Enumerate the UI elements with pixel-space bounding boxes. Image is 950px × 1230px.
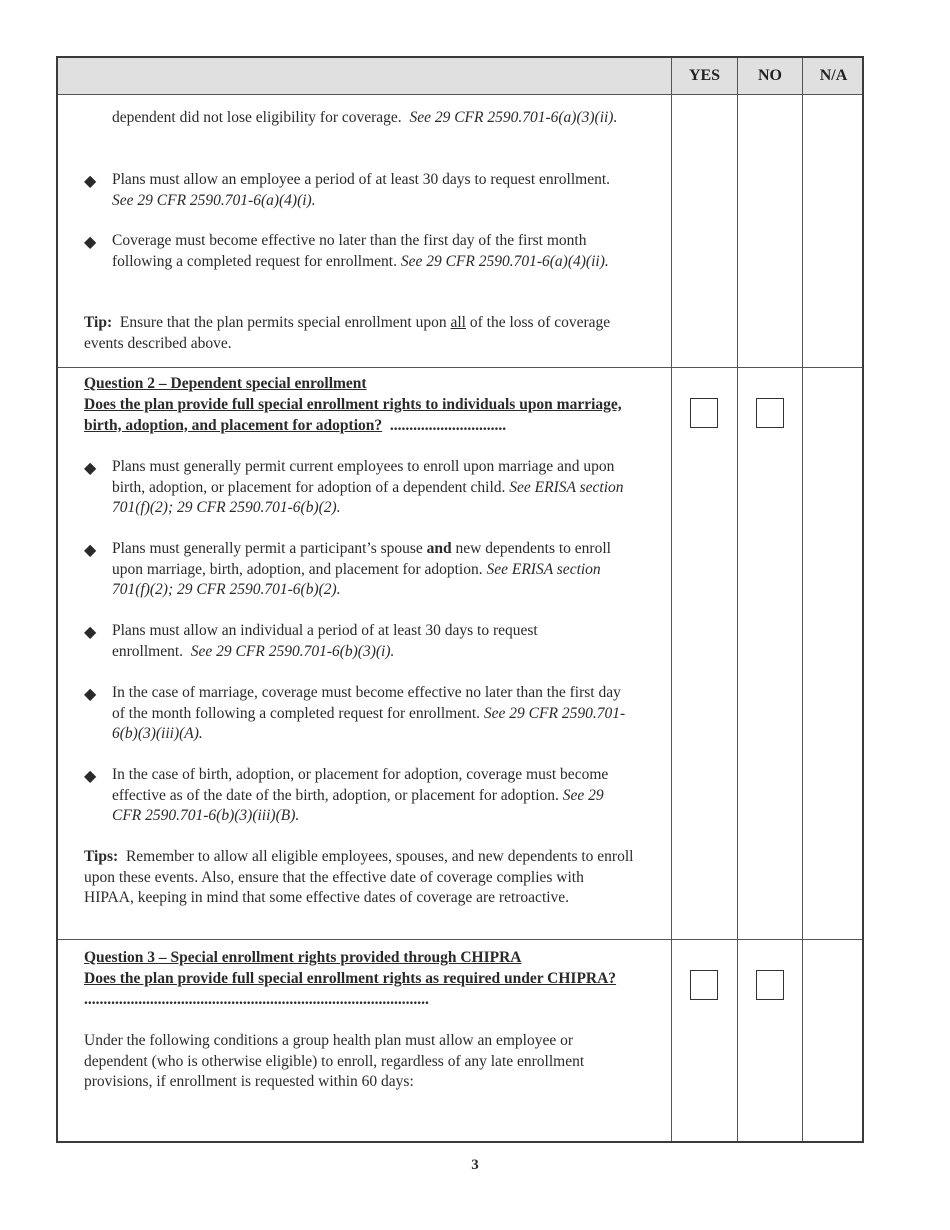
- bullet-item: In the case of birth, adoption, or placement for adoption, coverage must become effective as of the date of the birth, adoption, or placement for adoption. See 29 CFR 2590.701-6(b)(3)(iii)(B).: [112, 766, 609, 824]
- question-2-title: Question 2 – Dependent special enrollment: [84, 375, 367, 392]
- bullet-item: Plans must allow an individual a period of at least 30 days to request enrollment. See 29 CFR 2590.701-6(b)(3)(i).: [112, 622, 538, 660]
- diamond-bullet-icon: ◆: [84, 234, 97, 251]
- question-3-yes-checkbox[interactable]: [690, 970, 718, 1000]
- column-divider: [737, 58, 738, 1141]
- bullet-item: Plans must generally permit a participant’s spouse and new dependents to enroll upon marriage, birth, adoption, and placement for adoption. See ERISA section 701(f)(2); 29 CFR 2590.701-6(b)(2).: [112, 540, 611, 598]
- bullet-item: Plans must allow an employee a period of at least 30 days to request enrollment. See 29 CFR 2590.701-6(a)(4)(i).: [112, 171, 611, 209]
- question-3-no-checkbox[interactable]: [756, 970, 784, 1000]
- question-3-body: Under the following conditions a group health plan must allow an employee or dependent (who is otherwise eligible) to enroll, regardless of any late enrollment provisions, if enrollment is requested within 60 days:: [84, 1032, 585, 1090]
- column-header-yes: YES: [688, 67, 721, 84]
- diamond-bullet-icon: ◆: [84, 686, 97, 703]
- column-header-na: N/A: [819, 67, 848, 84]
- column-header-no: NO: [758, 67, 782, 84]
- tips-text: Tips: Remember to allow all eligible employees, spouses, and new dependents to enroll upon these events. Also, ensure that the effective date of coverage complies with HIPAA, keeping in mind that some effective dates of coverage are retroactive.: [84, 848, 634, 906]
- checklist-table: [56, 56, 864, 1143]
- question-2-yes-checkbox[interactable]: [690, 398, 718, 428]
- page-number: 3: [471, 1157, 479, 1173]
- row-divider: [58, 939, 862, 940]
- column-divider: [802, 58, 803, 1141]
- question-2-no-checkbox[interactable]: [756, 398, 784, 428]
- header-divider: [58, 94, 862, 95]
- diamond-bullet-icon: ◆: [84, 624, 97, 641]
- diamond-bullet-icon: ◆: [84, 768, 97, 785]
- bullet-item: In the case of marriage, coverage must become effective no later than the first day of the month following a completed request for enrollment. See 29 CFR 2590.701-6(b)(3)(iii)(A).: [112, 684, 626, 742]
- diamond-bullet-icon: ◆: [84, 542, 97, 559]
- diamond-bullet-icon: ◆: [84, 173, 97, 190]
- question-2-text: Does the plan provide full special enrollment rights to individuals upon marriage, birth, adoption, and placement for adoption? ..............................: [84, 396, 622, 434]
- tip-text: Tip: Ensure that the plan permits special enrollment upon all of the loss of coverage events described above.: [84, 314, 611, 352]
- row-divider: [58, 367, 862, 368]
- bullet-item: Coverage must become effective no later than the first day of the first month following a completed request for enrollment. See 29 CFR 2590.701-6(a)(4)(ii).: [112, 232, 609, 270]
- bullet-item: Plans must generally permit current employees to enroll upon marriage and upon birth, adoption, or placement for adoption of a dependent child. See ERISA section 701(f)(2); 29 CFR 2590.701-6(b)(2).: [112, 458, 624, 516]
- question-3-title: Question 3 – Special enrollment rights provided through CHIPRA: [84, 949, 522, 966]
- continuation-text: dependent did not lose eligibility for coverage. See 29 CFR 2590.701-6(a)(3)(ii).: [112, 109, 618, 126]
- column-divider: [671, 58, 672, 1141]
- diamond-bullet-icon: ◆: [84, 460, 97, 477]
- question-3-text: Does the plan provide full special enrollment rights as required under CHIPRA? .........................................................................................: [84, 970, 617, 1008]
